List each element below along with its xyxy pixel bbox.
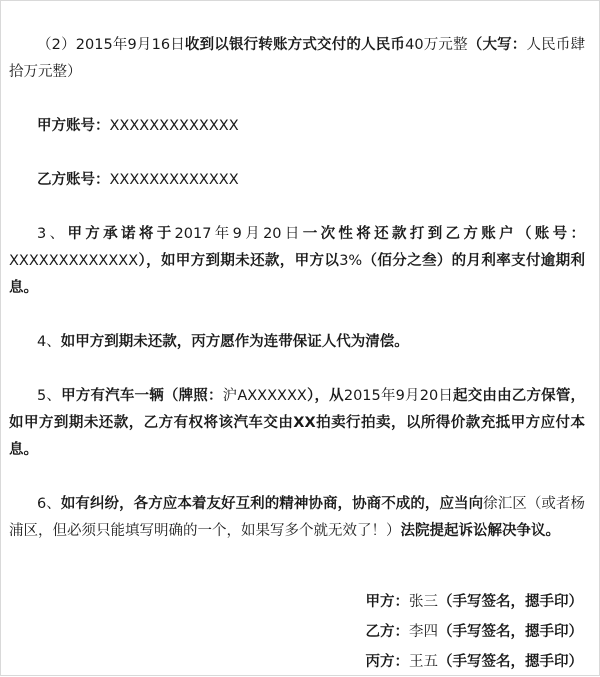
- clause-6-note: 徐汇区（或者杨浦区，但必须只能填写明确的一个，如果写多个就无效了！）: [9, 496, 586, 539]
- clause-3-t1: 甲方承诺将于: [67, 226, 175, 242]
- signature-party-a: [366, 587, 584, 617]
- signature-party-b: [366, 617, 584, 647]
- account-b-label: 乙方账号：: [37, 172, 110, 188]
- clause-2-capital-value: 人民币肆拾万元整: [9, 37, 586, 80]
- clause-5-num: 5、: [37, 388, 62, 404]
- clause-5-date: 2015年9月20日: [343, 388, 454, 404]
- clause-3-account: XXXXXXXXXXXXX: [9, 253, 139, 269]
- clause-3-rate: 3%: [339, 253, 363, 269]
- clause-4-text: 如甲方到期未还款，丙方愿作为连带保证人代为清偿。: [60, 334, 409, 350]
- account-b-value: XXXXXXXXXXXXX: [109, 172, 239, 188]
- clause-5-t3: 起交由由乙方保管，如甲方到期未还款，乙方有权将该汽车交由XX拍卖行拍卖，以所得价款充抵甲方应付本息。: [9, 388, 586, 458]
- clause-5-plate: 沪AXXXXXX: [222, 388, 307, 404]
- signature-note: （手写签名，摁手印）: [438, 654, 583, 670]
- clause-5-t1: 甲方有汽车一辆（牌照：: [61, 388, 223, 404]
- signature-note: （手写签名，摁手印）: [438, 594, 583, 610]
- clause-2-capital-label: （大写：: [467, 37, 527, 53]
- clause-3-t2: 一次性将还款打到乙方账户（账号：: [302, 226, 586, 242]
- document-body: [9, 32, 585, 545]
- signature-name: 李四: [409, 624, 438, 640]
- clause-2-amount: 40万元整: [405, 37, 468, 53]
- clause-5: [9, 383, 585, 464]
- clause-6-t2: 法院提起诉讼解决争议。: [400, 523, 560, 539]
- signature-note: （手写签名，摁手印）: [438, 624, 583, 640]
- clause-3-date: 2017年9月20日: [174, 226, 303, 242]
- clause-4: [9, 329, 585, 356]
- signature-party-label: 乙方：: [365, 624, 409, 640]
- signature-party-label: 甲方：: [365, 594, 409, 610]
- clause-5-t2: ），从: [306, 388, 344, 404]
- clause-3-t3: ），如甲方到期未还款，甲方以: [138, 253, 340, 269]
- clause-6-t1: 如有纠纷，各方应本着友好互利的精神协商，协商不成的，应当向: [60, 496, 484, 512]
- signature-party-c: [366, 647, 584, 677]
- signature-name: 张三: [409, 594, 438, 610]
- signature-name: 王五: [409, 654, 438, 670]
- clause-2: [9, 32, 585, 86]
- account-a-label: 甲方账号：: [37, 118, 110, 134]
- clause-2-text: 收到以银行转账方式交付的人民币: [184, 37, 406, 53]
- signature-block: [366, 587, 584, 677]
- clause-3: [9, 221, 585, 302]
- clause-3-num: 3、: [37, 226, 68, 242]
- clause-3-t4: （佰分之叁）的月利率支付逾期利息。: [9, 253, 585, 296]
- clause-4-num: 4、: [37, 334, 61, 350]
- account-a: [9, 113, 585, 140]
- signature-party-label: 丙方：: [365, 654, 409, 670]
- account-a-value: XXXXXXXXXXXXX: [109, 118, 239, 134]
- clause-2-date: 2015年9月16日: [75, 37, 185, 53]
- clause-6: [9, 491, 585, 545]
- clause-6-num: 6、: [37, 496, 61, 512]
- clause-2-capital-close: ）: [67, 64, 82, 80]
- account-b: [9, 167, 585, 194]
- clause-2-prefix: （2）: [37, 37, 76, 53]
